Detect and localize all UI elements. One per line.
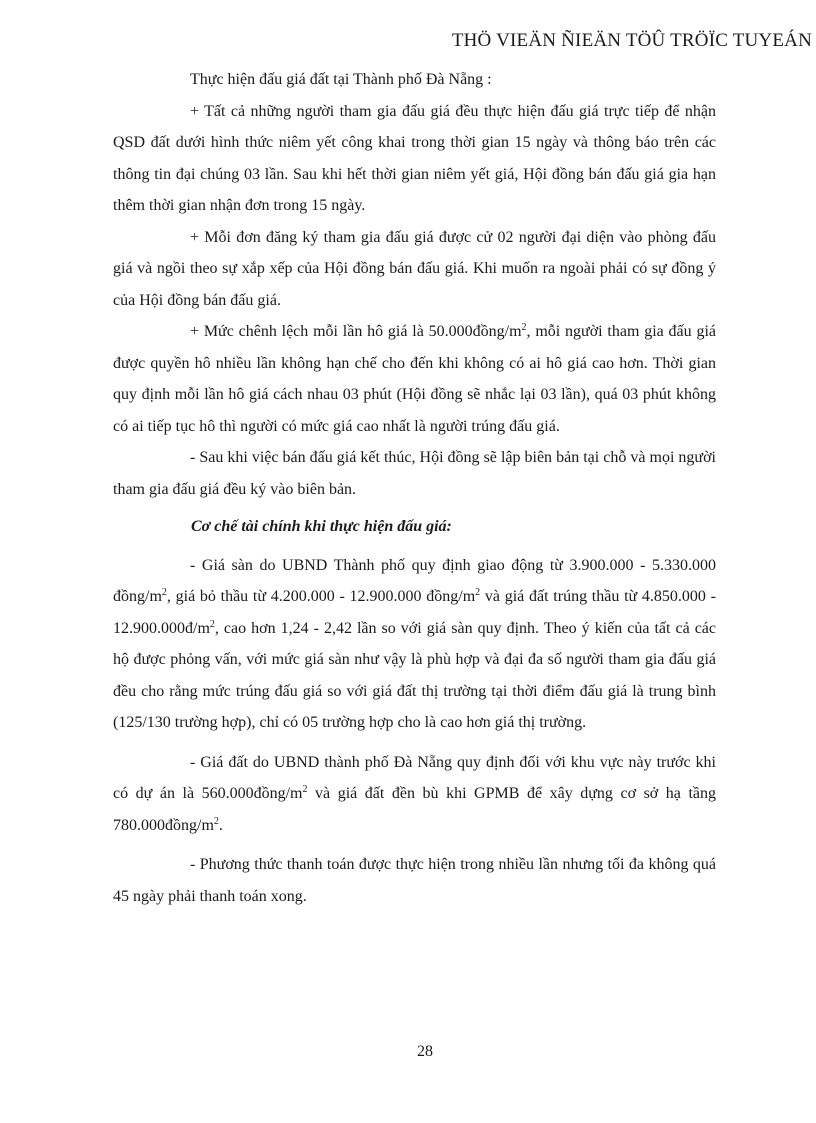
page-number: 28 [417,1043,433,1060]
document-body [113,64,716,912]
section-heading-financial: Cơ chế tài chính khi thực hiện đấu giá: [191,518,452,535]
paragraph-bid-increment: + Mức chênh lệch mỗi lần hô giá là $50.000đồng/m^2$, mỗi người tham gia đấu giá được quyền hô nhiều lần không hạn chế cho đến khi không có ai hô giá cao hơn. Thời gian quy định mỗi lần hô giá cách nhau 03 phút (Hội đồng sẽ nhắc lại 03 lần), quá 03 phút không có ai tiếp tục hô thì người có mức giá cao nhất là người trúng đấu giá. [113,322,717,435]
paragraph-intro: Thực hiện đấu giá đất tại Thành phố Đà Nẵng : [190,71,492,88]
paragraph-representatives: + Mỗi đơn đăng ký tham gia đấu giá được cử 02 người đại diện vào phòng đấu giá và ngồi theo sự xắp xếp của Hội đồng bán đấu giá. Khi muốn ra ngoài phải có sự đồng ý của Hội đồng bán đấu giá. [113,228,716,309]
paragraph-auction-registration: + Tất cả những người tham gia đấu giá đều thực hiện đấu giá trực tiếp để nhận QSD đất dưới hình thức niêm yết công khai trong thời gian 15 ngày và thông báo trên các thông tin đại chúng 03 lần. Sau khi hết thời gian niêm yết giá, Hội đồng bán đấu giá gia hạn thêm thời gian nhận đơn trong 15 ngày. [113,102,716,214]
paragraph-auction-close: - Sau khi việc bán đấu giá kết thúc, Hội đồng sẽ lập biên bản tại chỗ và mọi người tham gia đấu giá đều ký vào biên bản. [113,449,716,498]
page-header: THÖ VIEÄN ÑIEÄN TÖÛ TRÖÏC TUYEÁN [451,30,812,51]
paragraph-floor-price: - Giá sàn do UBND Thành phố quy định giao động từ 3.900.000 - 5.330.000 đồng/$m^2$, giá bỏ thầu từ 4.200.000 - 12.900.000 đồng/$m^2$ và giá đất trúng thầu từ $4.850.000 - 12.900.000đ/m^2$, cao hơn 1,24 - 2,42 lần so với giá sàn quy định. Theo ý kiến của tất cả các hộ được phỏng vấn, với mức giá sàn như vậy là phù hợp và đại đa số người tham gia đấu giá đều cho rằng mức trúng đấu giá so với giá đất thị trường tại thời điểm đấu giá là trung bình (125/130 trường hợp), chỉ có 05 trường hợp cho là cao hơn giá thị trường. [113,556,716,731]
paragraph-land-price: - Giá đất do UBND thành phố Đà Nẵng quy định đối với khu vực này trước khi có dự án là $560.000đồng/m^2$ và giá đất đền bù khi GPMB để xây dựng cơ sở hạ tầng $780.000đồng/m^2$. [113,753,716,834]
paragraph-payment-method: - Phương thức thanh toán được thực hiện trong nhiều lần nhưng tối đa không quá 45 ngày phải thanh toán xong. [113,856,716,905]
